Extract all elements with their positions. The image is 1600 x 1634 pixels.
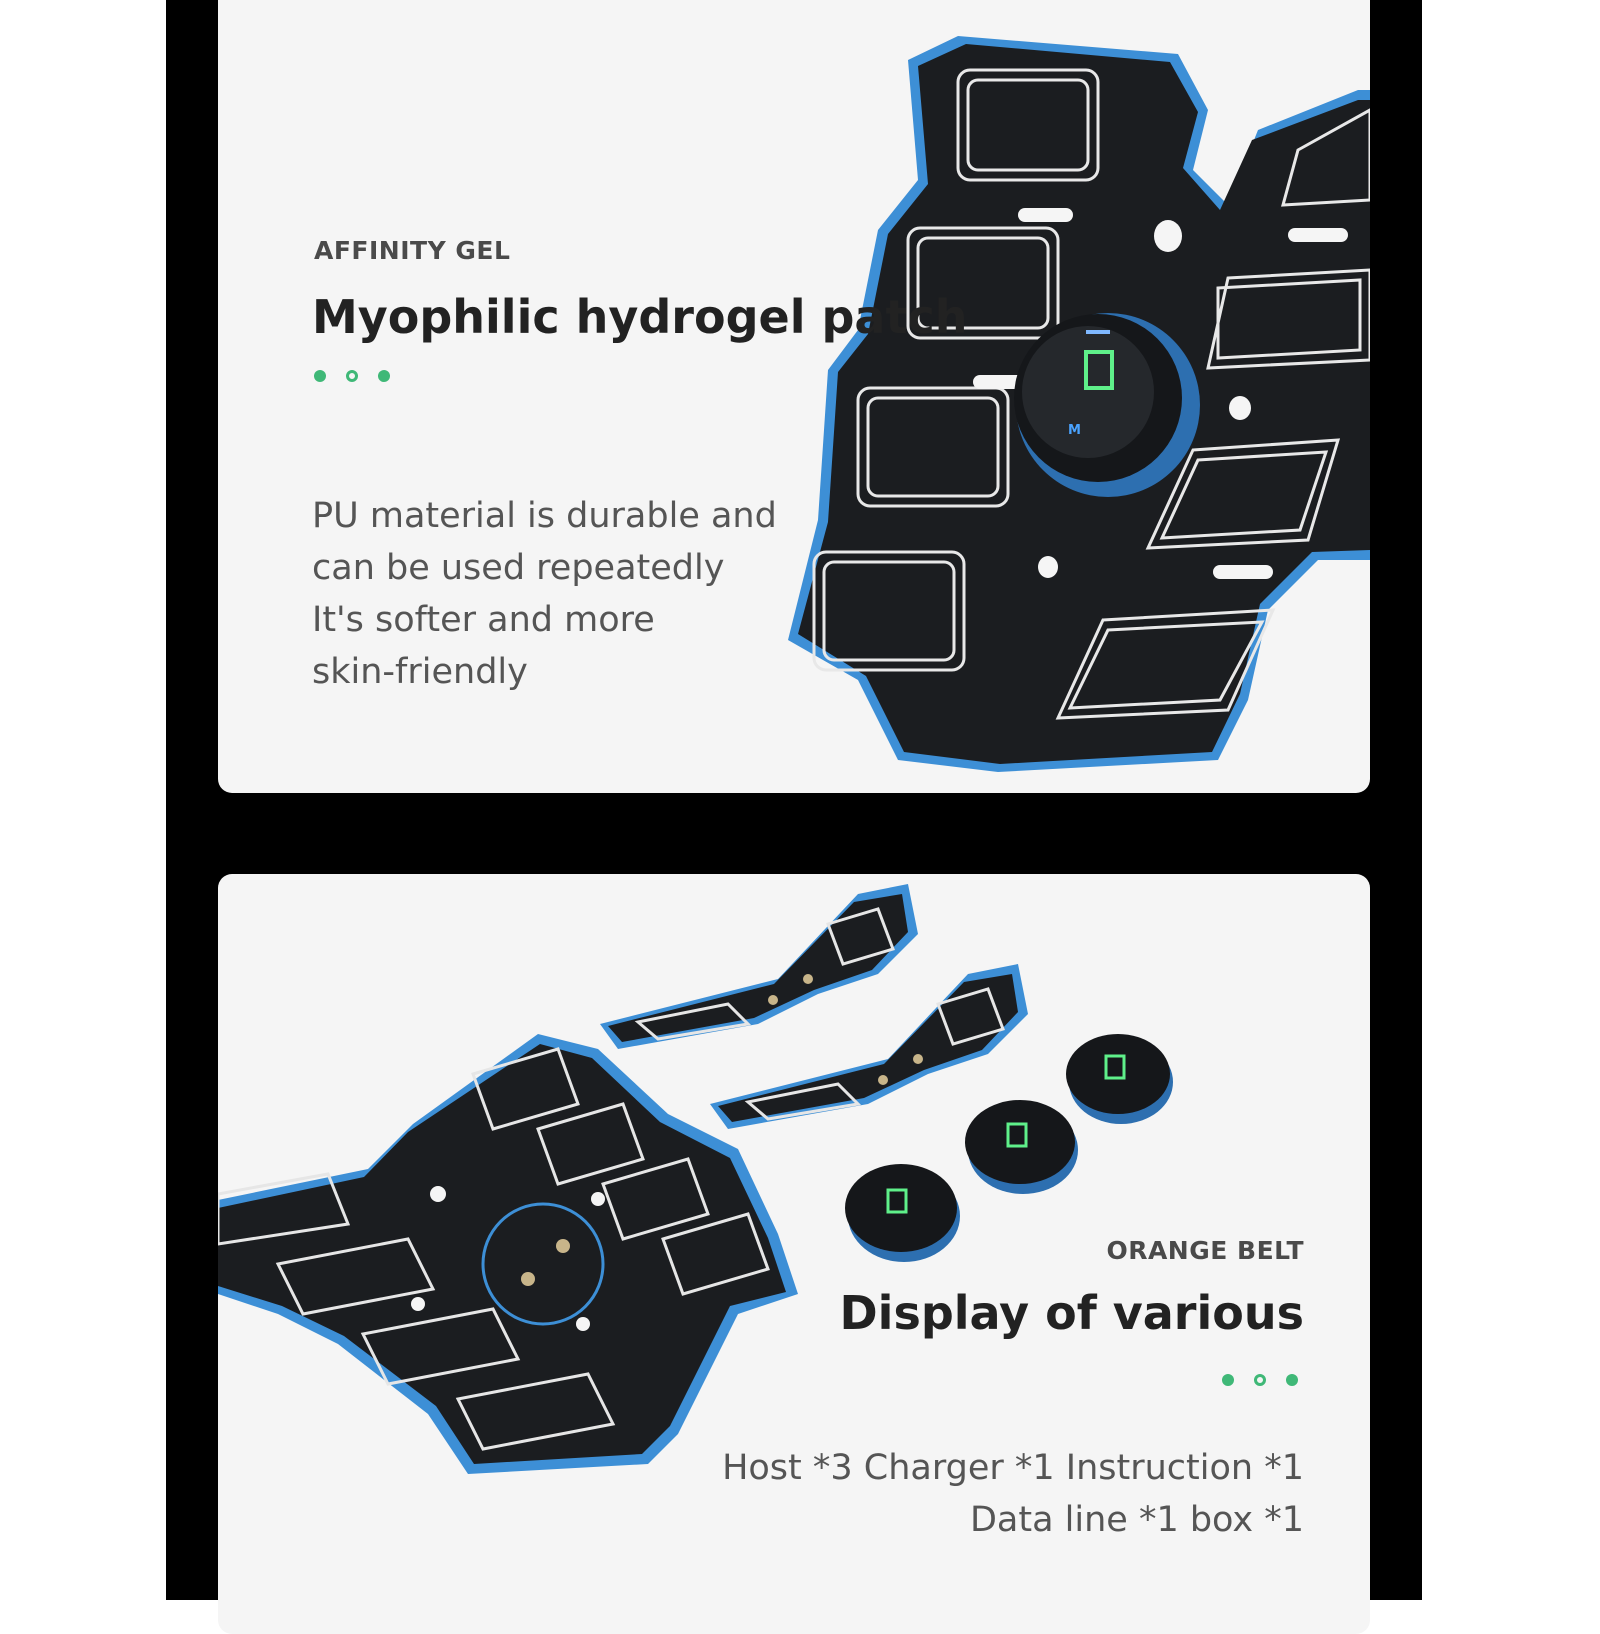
- controller-host: [845, 1164, 960, 1262]
- panel-affinity-gel: [218, 0, 1370, 793]
- svg-text:M: M: [1068, 423, 1081, 438]
- ring-dot-icon: [346, 370, 358, 382]
- dot-icon: [1286, 1374, 1298, 1386]
- panel-kicker: AFFINITY GEL: [314, 236, 511, 265]
- panel-headline: Myophilic hydrogel patch: [312, 290, 968, 344]
- panel-kicker: ORANGE BELT: [1106, 1236, 1304, 1265]
- decorative-dots: [314, 370, 390, 382]
- abdominal-patch: [218, 1034, 798, 1474]
- ring-dot-icon: [1254, 1374, 1266, 1386]
- dot-icon: [378, 370, 390, 382]
- dot-icon: [1222, 1374, 1234, 1386]
- controller-host: [1066, 1034, 1173, 1124]
- arm-patch: [600, 884, 918, 1049]
- controller-host: [965, 1100, 1078, 1194]
- decorative-dots: [1222, 1374, 1298, 1386]
- panel-description: PU material is durable and can be used repeatedly It's softer and more skin-friendly: [312, 496, 777, 692]
- panel-headline: Display of various: [839, 1286, 1304, 1340]
- panel-description: Host *3 Charger *1 Instruction *1 Data line *1 box *1: [722, 1448, 1304, 1540]
- panel-orange-belt: [218, 874, 1370, 1634]
- dot-icon: [314, 370, 326, 382]
